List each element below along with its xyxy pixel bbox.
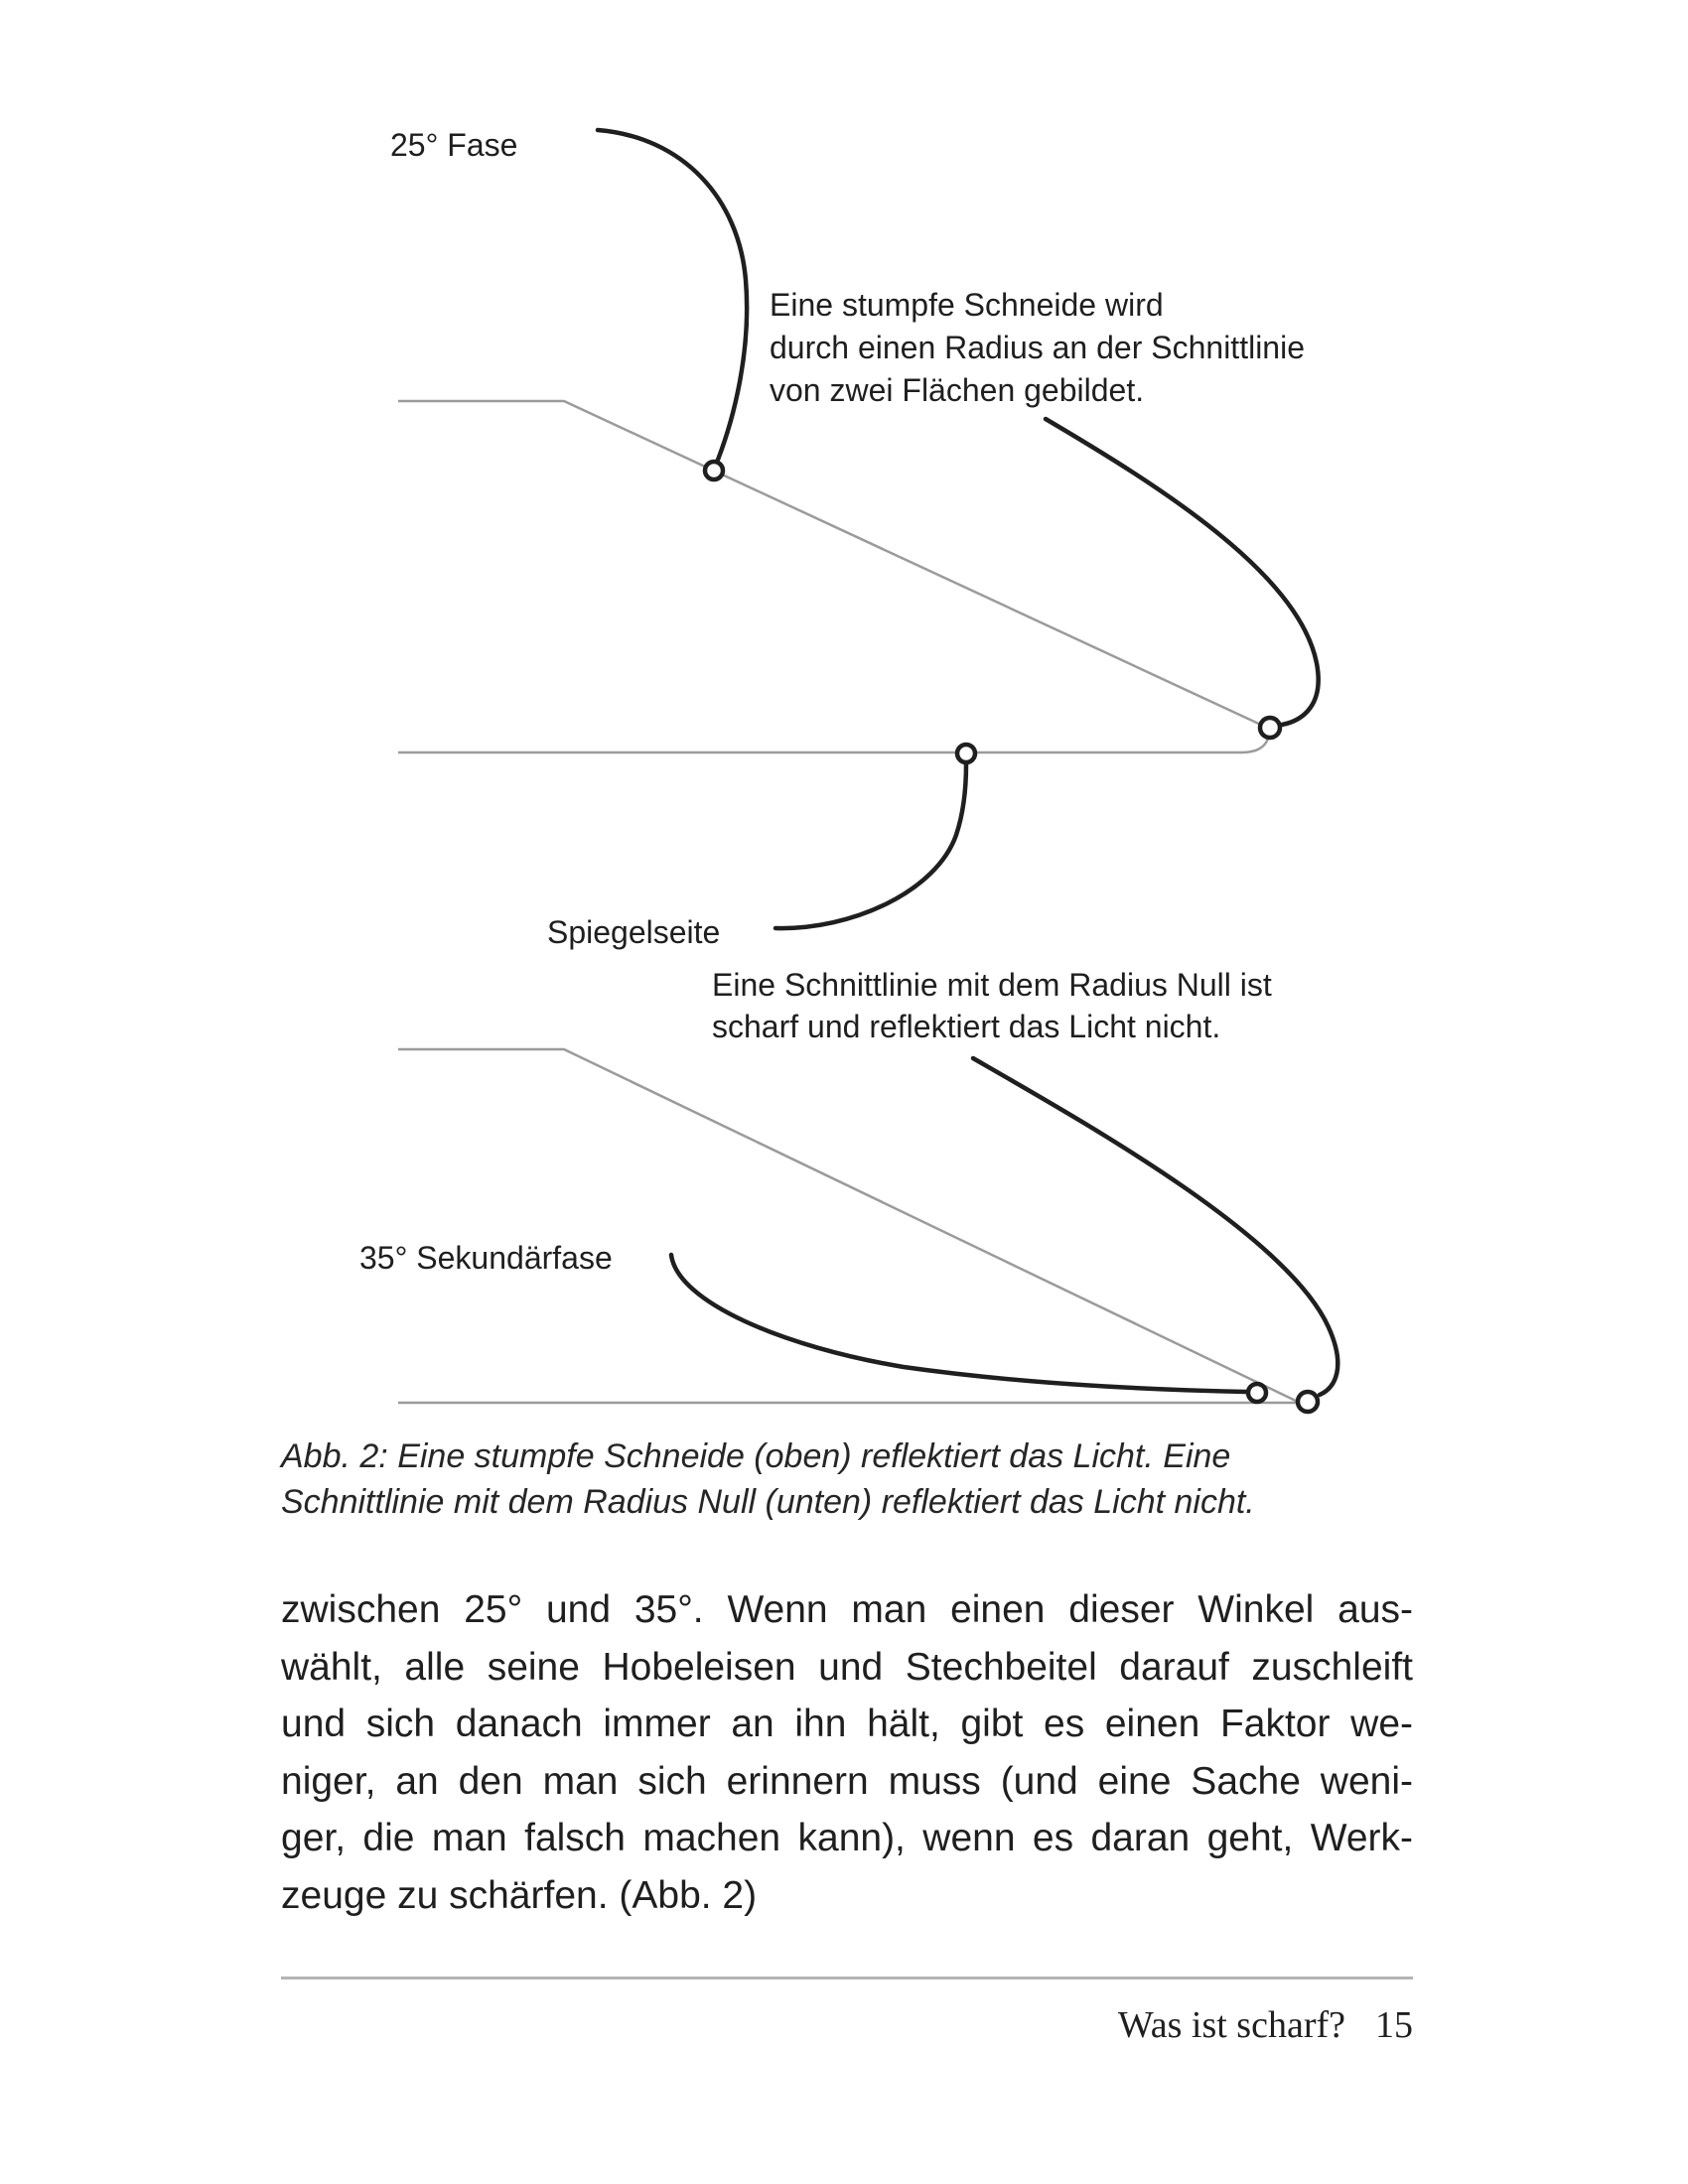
secondary-bevel-point-circle	[1248, 1384, 1266, 1402]
body-line: zwischen 25° und 35°. Wenn man einen dieser Winkel aus-	[281, 1588, 1413, 1631]
page-footer	[281, 2003, 1413, 2047]
rounded-cutting-edge-circle	[1260, 718, 1280, 738]
mirror-side-point-circle	[957, 745, 975, 762]
label-25-degree-bevel: 25° Fase	[390, 127, 518, 163]
body-line: ger, die man falsch machen kann), wenn es daran geht, Werk-	[281, 1817, 1413, 1859]
blunt-note-line-3: von zwei Flächen gebildet.	[770, 372, 1145, 408]
body-line: und sich danach immer an ihn hält, gibt es einen Faktor we-	[281, 1703, 1413, 1745]
body-line: wählt, alle seine Hobeleisen und Stechbeitel darauf zuschleift	[281, 1645, 1413, 1689]
sharp-blade-top-face-and-bevel-line	[398, 1049, 1298, 1402]
blunt-note-line-1: Eine stumpfe Schneide wird	[770, 287, 1164, 323]
page-number: 15	[1375, 2004, 1413, 2046]
body-line: niger, an den man sich erinnern muss (und eine Sache weni-	[281, 1759, 1413, 1803]
footer-divider	[281, 1977, 1413, 1979]
sharp-note-line-2: scharf und reflektiert das Licht nicht.	[712, 1009, 1221, 1044]
blunt-note-line-2: durch einen Radius an der Schnittlinie	[770, 330, 1305, 365]
bevel-point-circle	[705, 462, 723, 479]
sharp-tip-circle	[1298, 1392, 1318, 1412]
body-line: zeuge zu schärfen. (Abb. 2)	[281, 1873, 758, 1917]
figure-caption-line-2: Schnittlinie mit dem Radius Null (unten) reflektiert das Licht nicht.	[281, 1483, 1255, 1521]
bevel-callout-curve	[598, 130, 747, 460]
sharp-note-line-1: Eine Schnittlinie mit dem Radius Null ist	[712, 967, 1272, 1003]
running-title: Was ist scharf?	[1117, 2004, 1345, 2046]
sharp-edge-callout-curve	[973, 1058, 1337, 1395]
label-mirror-side: Spiegelseite	[547, 914, 721, 950]
blunt-edge-callout-curve	[1046, 419, 1319, 725]
secondary-bevel-callout-curve	[671, 1255, 1246, 1392]
blade-top-face-and-bevel-line	[398, 401, 1263, 726]
mirror-side-callout-curve	[775, 764, 966, 928]
figure-caption-line-1: Abb. 2: Eine stumpfe Schneide (oben) reflektiert das Licht. Eine	[281, 1437, 1231, 1475]
label-35-degree-secondary-bevel: 35° Sekundärfase	[359, 1240, 613, 1276]
figure-caption	[281, 1433, 1433, 1525]
blade-mirror-side-line	[398, 739, 1268, 752]
body-paragraph	[281, 1581, 1413, 1924]
